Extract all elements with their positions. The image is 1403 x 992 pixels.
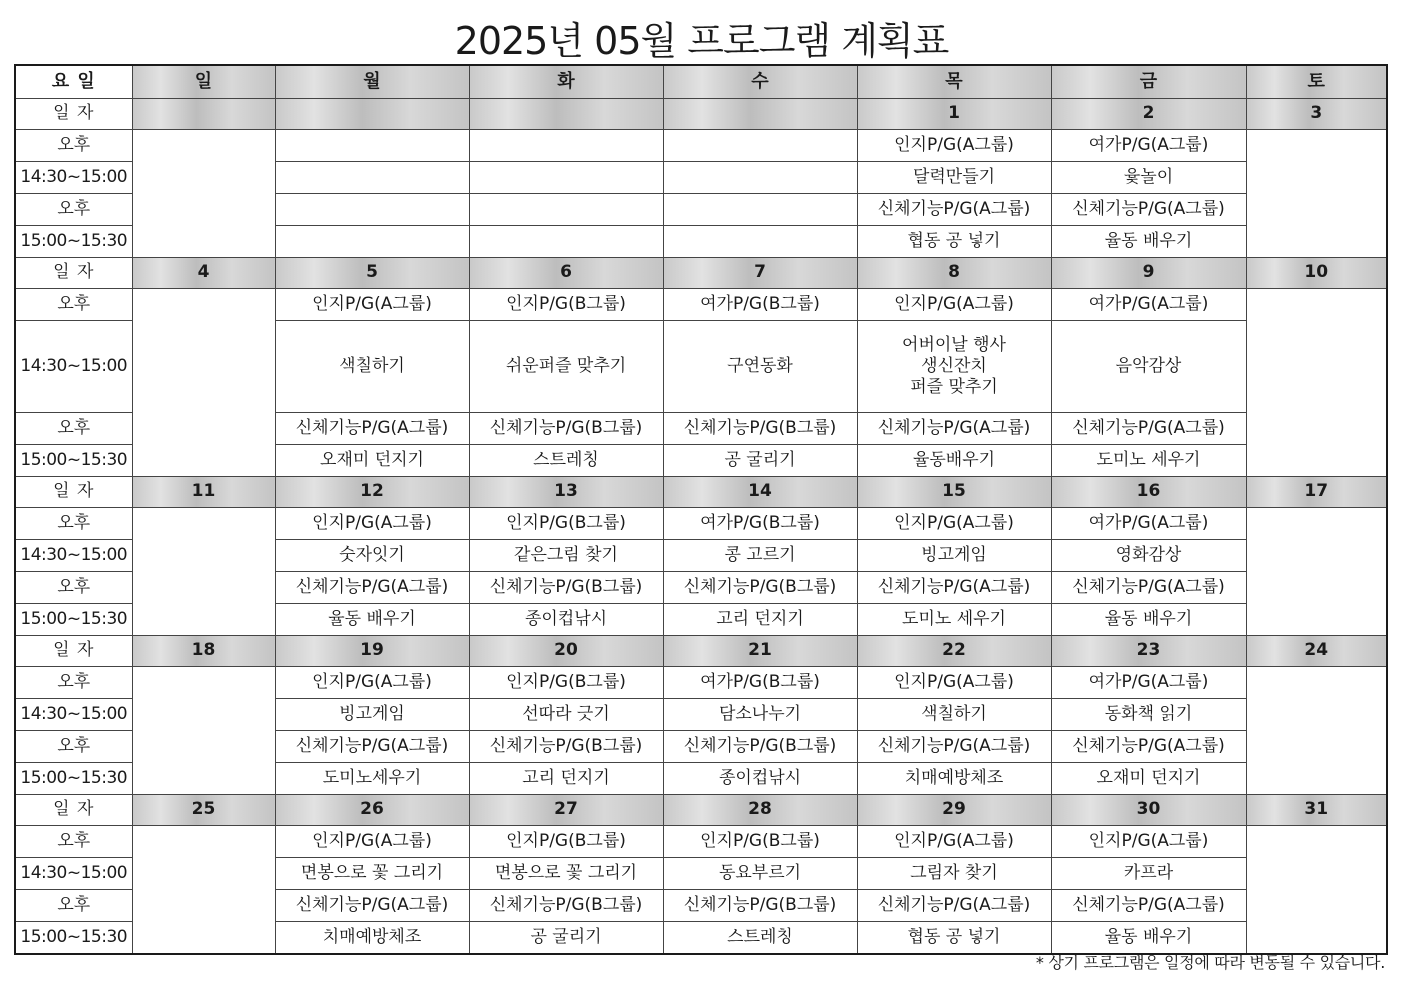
date-row (15, 477, 1387, 508)
slot1-program-activity: 숫자잇기 (275, 540, 469, 572)
slot2-program-activity: 오재미 던지기 (275, 445, 469, 477)
slot1-program-activity: 같은그림 찾기 (469, 540, 663, 572)
slot2-program-title: 신체기능P/G(A그룹) (275, 572, 469, 604)
slot1-label: 오후 (15, 508, 132, 540)
slot1-program-title: 인지P/G(A그룹) (857, 826, 1051, 858)
slot2-program-activity: 협동 공 넣기 (857, 922, 1051, 954)
slot1-time: 14:30~15:00 (15, 162, 132, 194)
slot1-program-activity (857, 321, 1051, 413)
program-row (15, 826, 1387, 858)
date-cell: 21 (663, 636, 857, 667)
slot2-program-title (469, 194, 663, 226)
slot2-program-activity: 율동 배우기 (1051, 604, 1246, 636)
slot2-program-title: 신체기능P/G(A그룹) (857, 890, 1051, 922)
slot1-program-activity: 음악감상 (1051, 321, 1246, 413)
slot2-time: 15:00~15:30 (15, 445, 132, 477)
slot2-label: 오후 (15, 194, 132, 226)
slot2-program-activity (275, 226, 469, 258)
slot2-program-title: 신체기능P/G(B그룹) (469, 572, 663, 604)
slot1-program-title: 여가P/G(B그룹) (663, 289, 857, 321)
slot1-program-activity: 동화책 읽기 (1051, 699, 1246, 731)
date-cell: 8 (857, 258, 1051, 289)
slot1-program-title: 여가P/G(A그룹) (1051, 130, 1246, 162)
slot2-program-activity: 율동 배우기 (1051, 922, 1246, 954)
weekday-header-row (15, 65, 1387, 99)
slot2-program-title: 신체기능P/G(B그룹) (663, 413, 857, 445)
date-cell: 25 (132, 795, 275, 826)
slot1-label: 오후 (15, 667, 132, 699)
slot2-label: 오후 (15, 890, 132, 922)
slot2-program-activity: 고리 던지기 (469, 763, 663, 795)
slot2-program-title: 신체기능P/G(A그룹) (1051, 194, 1246, 226)
slot2-program-activity: 율동 배우기 (1051, 226, 1246, 258)
slot1-program-activity: 구연동화 (663, 321, 857, 413)
date-cell: 31 (1246, 795, 1387, 826)
slot1-program-title: 인지P/G(A그룹) (275, 508, 469, 540)
saturday-empty-cell (1246, 289, 1387, 477)
slot1-program-activity: 영화감상 (1051, 540, 1246, 572)
slot1-label: 오후 (15, 826, 132, 858)
date-cell: 11 (132, 477, 275, 508)
sunday-empty-cell (132, 826, 275, 954)
slot2-program-activity (469, 226, 663, 258)
slot2-program-activity: 치매예방체조 (857, 763, 1051, 795)
slot2-program-title: 신체기능P/G(A그룹) (857, 413, 1051, 445)
slot1-program-activity: 선따라 긋기 (469, 699, 663, 731)
program-row (15, 508, 1387, 540)
slot2-program-activity: 종이컵낚시 (663, 763, 857, 795)
footnote: * 상기 프로그램은 일정에 따라 변동될 수 있습니다. (1035, 953, 1385, 972)
date-cell: 28 (663, 795, 857, 826)
slot2-program-title: 신체기능P/G(B그룹) (663, 890, 857, 922)
slot2-time: 15:00~15:30 (15, 604, 132, 636)
date-cell: 10 (1246, 258, 1387, 289)
schedule-table (14, 64, 1388, 955)
program-row (15, 130, 1387, 162)
slot1-program-title (275, 130, 469, 162)
date-cell (469, 99, 663, 130)
weekday-wed: 수 (663, 65, 857, 99)
slot1-program-title: 인지P/G(B그룹) (469, 667, 663, 699)
slot1-program-title: 인지P/G(A그룹) (857, 289, 1051, 321)
slot1-program-title (469, 130, 663, 162)
slot2-program-title: 신체기능P/G(A그룹) (1051, 572, 1246, 604)
date-cell: 9 (1051, 258, 1246, 289)
slot2-program-title: 신체기능P/G(A그룹) (857, 731, 1051, 763)
slot1-program-title: 인지P/G(A그룹) (857, 667, 1051, 699)
activity-line: 퍼즐 맞추기 (910, 377, 998, 398)
date-cell: 29 (857, 795, 1051, 826)
date-row (15, 795, 1387, 826)
date-row-label: 일 자 (15, 258, 132, 289)
slot2-program-title: 신체기능P/G(A그룹) (275, 890, 469, 922)
date-cell: 2 (1051, 99, 1246, 130)
slot2-time: 15:00~15:30 (15, 922, 132, 954)
date-cell: 23 (1051, 636, 1246, 667)
date-cell: 30 (1051, 795, 1246, 826)
slot2-program-title: 신체기능P/G(A그룹) (857, 194, 1051, 226)
slot1-program-activity: 빙고게임 (857, 540, 1051, 572)
slot1-program-activity: 동요부르기 (663, 858, 857, 890)
date-cell: 15 (857, 477, 1051, 508)
slot1-label: 오후 (15, 130, 132, 162)
slot1-program-title: 인지P/G(B그룹) (469, 508, 663, 540)
slot1-program-activity: 그림자 찾기 (857, 858, 1051, 890)
slot1-program-title: 여가P/G(B그룹) (663, 667, 857, 699)
slot2-program-title (275, 194, 469, 226)
slot1-program-activity (469, 162, 663, 194)
slot1-program-title: 인지P/G(A그룹) (857, 130, 1051, 162)
slot1-program-activity: 색칠하기 (857, 699, 1051, 731)
slot1-program-title: 여가P/G(A그룹) (1051, 667, 1246, 699)
slot2-program-title: 신체기능P/G(B그룹) (663, 572, 857, 604)
date-cell: 12 (275, 477, 469, 508)
slot2-label: 오후 (15, 572, 132, 604)
date-cell: 3 (1246, 99, 1387, 130)
slot1-program-activity (663, 162, 857, 194)
date-cell: 18 (132, 636, 275, 667)
date-cell: 22 (857, 636, 1051, 667)
slot1-program-title: 인지P/G(A그룹) (857, 508, 1051, 540)
slot1-program-activity: 면봉으로 꽃 그리기 (469, 858, 663, 890)
slot1-program-activity: 윷놀이 (1051, 162, 1246, 194)
slot1-program-title (663, 130, 857, 162)
slot1-program-title: 여가P/G(A그룹) (1051, 289, 1246, 321)
date-cell: 26 (275, 795, 469, 826)
date-cell (275, 99, 469, 130)
program-row (15, 289, 1387, 321)
weekday-fri: 금 (1051, 65, 1246, 99)
weekday-tue: 화 (469, 65, 663, 99)
date-cell (132, 99, 275, 130)
weekday-sun: 일 (132, 65, 275, 99)
weekday-header-label: 요 일 (15, 65, 132, 99)
slot2-program-title: 신체기능P/G(B그룹) (469, 890, 663, 922)
slot2-program-activity: 고리 던지기 (663, 604, 857, 636)
slot2-program-activity: 협동 공 넣기 (857, 226, 1051, 258)
slot1-time: 14:30~15:00 (15, 540, 132, 572)
date-cell: 6 (469, 258, 663, 289)
slot2-program-activity: 스트레칭 (663, 922, 857, 954)
slot2-program-title: 신체기능P/G(B그룹) (469, 413, 663, 445)
date-cell: 27 (469, 795, 663, 826)
slot1-program-title: 인지P/G(A그룹) (1051, 826, 1246, 858)
date-cell: 4 (132, 258, 275, 289)
slot2-program-activity: 도미노 세우기 (857, 604, 1051, 636)
date-cell: 1 (857, 99, 1051, 130)
slot1-program-activity: 카프라 (1051, 858, 1246, 890)
slot2-program-activity: 스트레칭 (469, 445, 663, 477)
date-cell: 5 (275, 258, 469, 289)
slot1-time: 14:30~15:00 (15, 699, 132, 731)
weekday-sat: 토 (1246, 65, 1387, 99)
slot2-program-title: 신체기능P/G(A그룹) (275, 413, 469, 445)
slot2-program-activity (663, 226, 857, 258)
slot2-program-title: 신체기능P/G(A그룹) (857, 572, 1051, 604)
slot1-program-activity: 담소나누기 (663, 699, 857, 731)
slot2-program-title (663, 194, 857, 226)
slot1-program-title: 인지P/G(B그룹) (663, 826, 857, 858)
slot1-program-activity: 쉬운퍼즐 맞추기 (469, 321, 663, 413)
saturday-empty-cell (1246, 508, 1387, 636)
slot1-label: 오후 (15, 289, 132, 321)
sunday-empty-cell (132, 667, 275, 795)
slot2-program-title: 신체기능P/G(A그룹) (1051, 413, 1246, 445)
slot1-program-activity: 색칠하기 (275, 321, 469, 413)
sunday-empty-cell (132, 130, 275, 258)
slot2-program-activity: 율동 배우기 (275, 604, 469, 636)
slot2-label: 오후 (15, 413, 132, 445)
date-row-label: 일 자 (15, 99, 132, 130)
date-cell: 16 (1051, 477, 1246, 508)
weekday-mon: 월 (275, 65, 469, 99)
slot1-program-activity (275, 162, 469, 194)
slot1-program-title: 여가P/G(A그룹) (1051, 508, 1246, 540)
slot2-program-title: 신체기능P/G(A그룹) (1051, 890, 1246, 922)
date-cell: 20 (469, 636, 663, 667)
slot2-program-activity: 치매예방체조 (275, 922, 469, 954)
slot2-program-title: 신체기능P/G(B그룹) (663, 731, 857, 763)
date-row-label: 일 자 (15, 477, 132, 508)
slot2-label: 오후 (15, 731, 132, 763)
slot2-time: 15:00~15:30 (15, 763, 132, 795)
slot2-program-title: 신체기능P/G(B그룹) (469, 731, 663, 763)
slot2-program-title: 신체기능P/G(A그룹) (275, 731, 469, 763)
date-row (15, 99, 1387, 130)
slot1-program-activity: 콩 고르기 (663, 540, 857, 572)
slot2-time: 15:00~15:30 (15, 226, 132, 258)
slot2-program-title: 신체기능P/G(A그룹) (1051, 731, 1246, 763)
slot2-program-activity: 율동배우기 (857, 445, 1051, 477)
slot2-program-activity: 종이컵낚시 (469, 604, 663, 636)
weekday-thu: 목 (857, 65, 1051, 99)
slot2-program-activity: 도미노 세우기 (1051, 445, 1246, 477)
slot2-program-activity: 공 굴리기 (469, 922, 663, 954)
saturday-empty-cell (1246, 130, 1387, 258)
date-cell: 19 (275, 636, 469, 667)
slot1-program-title: 인지P/G(A그룹) (275, 289, 469, 321)
slot1-program-activity: 빙고게임 (275, 699, 469, 731)
slot1-program-title: 인지P/G(B그룹) (469, 289, 663, 321)
date-cell: 24 (1246, 636, 1387, 667)
date-row (15, 258, 1387, 289)
sunday-empty-cell (132, 508, 275, 636)
date-cell: 17 (1246, 477, 1387, 508)
slot1-program-activity: 달력만들기 (857, 162, 1051, 194)
slot1-time: 14:30~15:00 (15, 858, 132, 890)
saturday-empty-cell (1246, 667, 1387, 795)
slot2-program-activity: 도미노세우기 (275, 763, 469, 795)
date-cell: 13 (469, 477, 663, 508)
page-title: 2025년 05월 프로그램 계획표 (454, 19, 949, 63)
date-row-label: 일 자 (15, 636, 132, 667)
activity-line: 어버이날 행사 (902, 334, 1006, 355)
date-cell (663, 99, 857, 130)
slot1-program-title: 여가P/G(B그룹) (663, 508, 857, 540)
program-row (15, 667, 1387, 699)
saturday-empty-cell (1246, 826, 1387, 954)
slot1-program-title: 인지P/G(B그룹) (469, 826, 663, 858)
sunday-empty-cell (132, 289, 275, 477)
date-row (15, 636, 1387, 667)
activity-line: 생신잔치 (921, 355, 987, 376)
slot1-program-title: 인지P/G(A그룹) (275, 826, 469, 858)
slot2-program-activity: 공 굴리기 (663, 445, 857, 477)
slot1-program-activity: 면봉으로 꽃 그리기 (275, 858, 469, 890)
slot1-program-title: 인지P/G(A그룹) (275, 667, 469, 699)
date-row-label: 일 자 (15, 795, 132, 826)
slot1-time: 14:30~15:00 (15, 321, 132, 413)
slot2-program-activity: 오재미 던지기 (1051, 763, 1246, 795)
date-cell: 14 (663, 477, 857, 508)
date-cell: 7 (663, 258, 857, 289)
